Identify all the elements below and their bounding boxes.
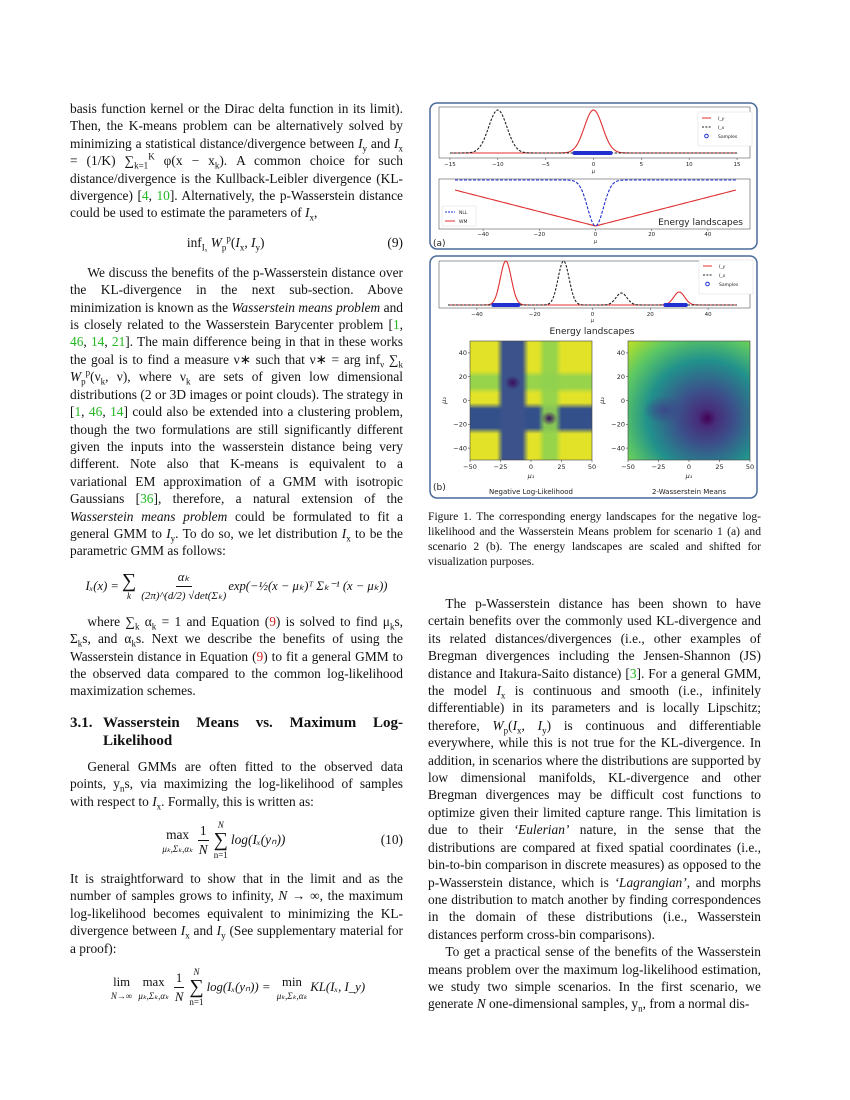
x-tick-label: 50	[745, 463, 755, 471]
text-segment: I	[512, 717, 518, 733]
curve-I-x	[450, 110, 737, 153]
x-tick-label: 15	[733, 162, 741, 168]
text-segment: W	[492, 717, 504, 733]
sum-index: k	[127, 591, 132, 602]
text-segment: inf	[186, 234, 202, 250]
text-segment: where ∑	[87, 613, 135, 629]
x-tick-label: 25	[557, 463, 566, 471]
eq-lhs: Iₓ(x) =	[85, 579, 119, 594]
text-segment: I	[496, 683, 501, 699]
text-segment: k	[100, 376, 106, 387]
plot-title: Energy landscapes	[549, 327, 635, 337]
paragraph	[70, 613, 403, 700]
text-segment: K	[148, 151, 155, 162]
x-axis-label: μ₁	[685, 472, 693, 480]
text-segment: ]. For a general GMM, the model	[428, 665, 761, 699]
text-segment: ,	[521, 717, 538, 733]
text-segment: k	[185, 376, 191, 387]
x-tick-label: 20	[648, 232, 656, 238]
text-segment: n	[638, 1004, 643, 1015]
text-segment: (See supplementary material for a proof):	[70, 923, 403, 956]
paragraph	[428, 943, 761, 1013]
text-segment: α	[139, 613, 152, 629]
text-segment: p	[81, 376, 86, 387]
text-segment: k	[151, 621, 157, 632]
denominator: N	[198, 841, 208, 857]
samples-band	[491, 303, 520, 307]
text-segment: I	[180, 923, 186, 939]
sum-bottom: n=1	[213, 850, 228, 860]
x-tick-label: −20	[533, 232, 546, 238]
numerator: 1	[174, 969, 184, 988]
text-segment: I	[216, 923, 222, 939]
text-segment: (	[230, 234, 236, 250]
plot-title: Energy landscapes	[658, 218, 743, 228]
equation-ref-link[interactable]: 9	[269, 613, 276, 629]
text-segment: p	[221, 242, 227, 253]
x-tick-label: −50	[621, 463, 635, 471]
citation-link[interactable]: 10	[156, 188, 170, 204]
text-segment: s. Next we describe the benefits of using the Wasserstein distance in Equation (	[70, 631, 404, 664]
text-segment: s, Σ	[70, 613, 403, 647]
text-segment: ‘Lagrangian’	[614, 874, 687, 890]
paragraph	[70, 758, 403, 810]
text-segment: x	[500, 690, 506, 701]
max-label: max	[142, 975, 165, 990]
text-segment: ,	[104, 334, 112, 350]
equation-body	[70, 234, 381, 252]
x-tick-label: −10	[491, 162, 504, 168]
citation-link[interactable]: 4	[141, 188, 149, 204]
sum-sign: ∑	[189, 976, 204, 999]
nll-heatmap	[468, 341, 592, 462]
citation-link[interactable]: 46	[70, 334, 84, 350]
min-sub: μₖ,Σₖ,αₖ	[276, 991, 308, 1002]
fraction	[174, 969, 184, 1006]
text-segment: I	[251, 234, 256, 250]
text-segment: (	[508, 717, 513, 733]
sum-operator	[122, 571, 136, 601]
section-heading	[70, 714, 403, 750]
text-segment: I	[394, 135, 399, 151]
text-segment: W	[70, 369, 82, 385]
x-tick-label: 50	[587, 463, 597, 471]
legend-label: I_y	[718, 117, 725, 122]
text-segment: p	[226, 233, 231, 244]
y-tick-label: 0	[462, 396, 467, 405]
text-segment: We discuss the benefits of the p-Wasserstein distance over the KL-divergence in the next sub-section. Above minimization is known as the	[70, 264, 403, 315]
lim-label: lim	[113, 975, 131, 990]
x-tick-label: 0	[591, 162, 596, 168]
text-segment: φ(x − x	[154, 153, 215, 169]
text-segment: , ν), where ν	[105, 369, 186, 385]
text-segment: )	[260, 234, 265, 250]
text-segment: W	[210, 234, 222, 250]
x-tick-label: −25	[493, 463, 508, 471]
x-axis-label: μ₁	[527, 472, 535, 480]
text-segment: k	[214, 160, 220, 171]
heatmap-title: Negative Log-Likelihood	[489, 488, 573, 496]
x-tick-label: 0	[686, 463, 692, 471]
paragraph	[70, 100, 403, 222]
text-segment: , and morphs one distribution to match another by finding correspondences in the domain of these distributions (i.e., Wasserstein distances perform cross-bin comparisons).	[428, 874, 761, 942]
wm-heatmap	[626, 341, 750, 462]
legend-label: Samples	[719, 283, 739, 288]
y-tick-label: 20	[616, 373, 625, 381]
text-segment: (ν	[90, 369, 101, 385]
equation-final	[70, 967, 403, 1007]
sum-operator	[189, 967, 203, 1007]
sum-top: N	[217, 820, 224, 830]
x-tick-label: 0	[528, 463, 534, 471]
text-segment: I	[235, 234, 240, 250]
left-column	[70, 100, 403, 1007]
sum-bottom: n=1	[189, 997, 204, 1008]
samples-band	[663, 303, 688, 307]
sum-sign: ∑	[121, 570, 137, 593]
text-segment: I	[358, 135, 363, 151]
min-operator	[277, 973, 308, 1001]
text-segment: The p-Wasserstein distance has been shown to have certain benefits over the commonly used KL-divergence and its related distances/divergences (i.e., other examples of Bregman divergences including the Jensen-Shannon (JS) distance and Itakura-Saito distance) [	[428, 596, 761, 681]
denominator: (2π)^(d/2) √det(Σₖ)	[141, 589, 227, 602]
text-segment: x	[517, 725, 522, 736]
text-segment: y	[221, 930, 226, 941]
equation-ref-link[interactable]: 9	[256, 648, 264, 664]
lim-sub: N→∞	[110, 991, 133, 1002]
text-segment: and is closely related to the Wasserstein Barycenter problem [	[70, 299, 403, 333]
y-tick-label: 0	[620, 396, 625, 405]
section-number: 3.1.	[70, 714, 93, 731]
text-segment: k	[77, 638, 83, 649]
legend-label: I_x	[718, 126, 725, 131]
text-segment: = 1 and Equation (	[156, 613, 270, 629]
curve-I-y	[448, 261, 737, 305]
y-tick-label: −40	[453, 444, 467, 453]
y-axis-label: μ₂	[598, 397, 606, 404]
citation-link[interactable]: 1	[392, 317, 400, 333]
equation-number: (10)	[380, 832, 403, 847]
equation-body	[70, 967, 403, 1007]
text-segment: N	[278, 888, 288, 904]
text-segment: k	[389, 621, 395, 632]
lim-operator	[111, 973, 132, 1001]
text-segment: x	[346, 533, 351, 544]
x-tick-label: −15	[444, 162, 456, 168]
citation-link[interactable]: 3	[629, 665, 637, 681]
max-label: max	[166, 827, 190, 842]
x-tick-label: −40	[471, 312, 483, 318]
text-segment: k	[134, 621, 140, 632]
sum-sign: ∑	[213, 829, 228, 851]
x-tick-label: −5	[541, 162, 550, 168]
nll-minimum	[541, 411, 557, 425]
equation-gmm	[70, 568, 403, 605]
text-segment: ). A common choice for such distance/divergence is the Kullback-Leibler divergence (KL-divergence) [	[70, 153, 403, 204]
text-segment: ) is solved to find μ	[275, 613, 390, 629]
heatmap-title: 2-Wasserstein Means	[652, 488, 726, 496]
text-segment: General GMMs are often fitted to the observed data points, y	[70, 758, 403, 792]
text-segment: I	[152, 793, 157, 809]
equation-body	[70, 568, 403, 605]
text-segment: p	[503, 725, 509, 736]
text-segment: ν	[380, 359, 385, 370]
min-label: min	[282, 975, 302, 990]
equation-text	[187, 234, 265, 252]
text-segment: . To do so, we let distribution	[175, 525, 342, 541]
legend-label: I_x	[719, 274, 726, 279]
numerator: 1	[198, 822, 209, 841]
y-tick-label: 20	[458, 373, 467, 381]
eq-rhs: exp(−½(x − μₖ)ᵀ Σₖ⁻¹ (x − μₖ))	[228, 579, 388, 594]
text-segment: To get a practical sense of the benefits of the Wasserstein means problem over the maximum log-likelihood estimation, we study two simple scenarios. In the first scenario, we generate	[428, 944, 761, 1012]
text-segment: n	[119, 783, 125, 794]
panel-label: (a)	[433, 239, 446, 249]
nll-minimum	[505, 376, 521, 390]
eq-body: log(Iₓ(yₙ))	[230, 832, 286, 847]
denominator: N	[174, 989, 184, 1004]
x-tick-label: 0	[590, 312, 595, 318]
sum-top: N	[193, 967, 200, 978]
paragraph	[70, 264, 403, 560]
legend-label: I_y	[719, 265, 726, 270]
text-segment: ‘Eulerian’	[513, 822, 570, 838]
text-segment: x	[185, 930, 190, 941]
y-tick-label: −20	[611, 420, 625, 429]
text-segment: = (1/K) ∑	[70, 153, 135, 169]
text-segment: k	[398, 359, 403, 370]
x-axis-label: μ	[590, 318, 595, 324]
text-segment: s, via maximizing the log-likelihood of samples with respect to	[70, 776, 403, 809]
wm-secondary-basin	[643, 396, 687, 424]
x-tick-label: 5	[639, 162, 644, 168]
numerator: αₖ	[176, 568, 192, 587]
section-title: Wasserstein Means vs. Maximum Log-Likelihood	[103, 714, 403, 749]
text-segment: Wasserstein means problem	[70, 508, 228, 524]
text-segment: x	[309, 213, 314, 224]
curve-I-x	[448, 261, 737, 305]
citation-link[interactable]: 46	[88, 404, 103, 420]
text-segment: ,	[313, 205, 318, 221]
text-segment: ,	[148, 188, 157, 204]
text-segment: ] could also be extended into a clustering problem, though the two formulations are still significantly different given the inputs into the wasserstein distance being very different. Note also that K-means is equivalent to a variational EM approximation of a GMM with isotropic Gaussians [	[70, 404, 403, 507]
text-segment: y	[542, 725, 547, 736]
x-tick-label: 10	[685, 162, 693, 168]
text-segment: and	[189, 923, 217, 939]
figure-1	[425, 98, 765, 503]
legend-label: NLL	[459, 211, 468, 216]
panel-label: (b)	[433, 483, 446, 493]
x-tick-label: −20	[528, 312, 541, 318]
legend	[698, 112, 752, 146]
figure-caption: Figure 1. The corresponding energy landscapes for the negative log-likelihood and the Wasserstein Means problem for scenario 1 (a) and scenario 2 (b). The energy landscapes are scaled and shifted for visualization purposes.	[428, 510, 761, 568]
max-operator	[138, 973, 169, 1001]
x-tick-label: −40	[477, 232, 489, 238]
text-segment: I	[166, 525, 171, 541]
citation-link[interactable]: 36	[140, 491, 154, 507]
text-segment: . Formally, this is written as:	[161, 793, 314, 809]
text-segment: I	[341, 525, 347, 541]
legend	[699, 260, 753, 294]
text-segment: ,	[399, 317, 403, 333]
text-segment: nature, in the sense that the distributions are compared at fixed spatial coordinates (i.e., bin-to-bin comparison in discrete measures) as opposed to the p-Wasserstein distance, which is	[428, 822, 761, 890]
text-segment: ]. The main difference being in that in these works the goal is to find a measure ν∗ such that ν∗ = arg inf	[70, 334, 404, 367]
text-segment: are sets of given low dimensional distributions (2 or 3D images or point clouds). The strategy in [	[70, 369, 403, 420]
text-segment: basis function kernel or the Dirac delta function in its limit). Then, the K-means problem can be alternatively solved by minimizing a statistical distance/divergence between	[70, 101, 403, 151]
text-segment: Iₓ	[201, 242, 208, 253]
x-axis-label: μ	[591, 169, 596, 175]
text-segment: one-dimensional samples, y	[485, 996, 639, 1012]
text-segment: could be formulated to fit a general GMM to	[70, 508, 403, 541]
legend-label: WM	[459, 220, 468, 225]
x-axis-label: μ	[593, 239, 598, 245]
citation-link[interactable]: 14	[110, 404, 124, 420]
sum-operator	[214, 820, 228, 860]
text-segment: → ∞, the maximum log-likelihood becomes equivalent to minimizing the KL-divergence between	[70, 888, 403, 939]
equation-number: (9)	[387, 234, 403, 250]
text-segment: ,	[81, 404, 89, 420]
text-segment: k	[131, 638, 136, 649]
x-tick-label: −50	[463, 463, 477, 471]
text-segment: It is straightforward to show that in the limit and as the number of samples grows to infinity,	[70, 871, 403, 904]
text-segment: ) to fit a general GMM to the observed data compared to the common log-likelihood maximization schemes.	[70, 648, 404, 699]
legend-label: Samples	[718, 135, 738, 140]
text-segment: ) is continuous and differentiable everywhere, while this is not true for the KL-divergence. In addition, in scenarios where the distributions are supported by low dimensional manifolds, KL-divergence and other Bregman divergences may be difficult cost functions to optimize given their limited capture range. This limitation is due to their	[428, 717, 762, 838]
max-sub: μₖ,Σₖ,αₖ	[138, 991, 169, 1002]
text-segment: p	[85, 367, 91, 378]
x-tick-label: 25	[715, 463, 724, 471]
heatmap-base	[628, 341, 750, 460]
text-segment: x	[156, 801, 162, 812]
max-operator	[162, 826, 193, 854]
x-tick-label: −25	[651, 463, 666, 471]
text-segment: , from a normal dis-	[642, 996, 750, 1012]
nll-vertical-bands	[470, 341, 592, 460]
x-tick-label: 40	[704, 312, 712, 318]
y-tick-label: −20	[453, 420, 467, 429]
citation-link[interactable]: 1	[74, 404, 82, 420]
text-segment: y	[170, 533, 176, 544]
text-segment: k=1	[134, 160, 149, 171]
citation-link[interactable]: 21	[111, 334, 126, 350]
y-tick-label: −40	[611, 444, 625, 453]
paragraph	[428, 595, 761, 943]
text-segment: ,	[244, 234, 252, 250]
text-segment: ], therefore, a natural extension of the	[153, 491, 403, 507]
text-segment: N	[476, 996, 486, 1012]
text-segment: to be the parametric GMM as follows:	[70, 525, 403, 559]
text-segment: ]. Alternatively, the p-Wasserstein distance could be used to estimate the parameters of	[70, 188, 403, 221]
text-segment: I	[537, 717, 543, 733]
fraction	[141, 568, 226, 605]
text-segment: ,	[102, 404, 111, 420]
text-segment: y	[255, 242, 260, 253]
paragraph	[70, 870, 403, 957]
right-column	[428, 98, 761, 1013]
text-segment: y	[362, 143, 368, 154]
text-segment: is continuous and smooth (i.e., infinitely differentiable) in its parameters and is locally Lipschitz; therefore,	[428, 683, 761, 733]
samples-band	[572, 151, 612, 155]
eq-body: log(Iₓ(yₙ)) =	[206, 980, 274, 995]
equation-body	[70, 820, 375, 860]
x-tick-label: 0	[593, 232, 598, 238]
equation-9	[70, 234, 403, 252]
citation-link[interactable]: 14	[90, 334, 105, 350]
text-segment: ∑	[384, 351, 399, 367]
text-segment: and	[367, 135, 395, 151]
fraction	[198, 822, 209, 859]
equation-10	[70, 820, 403, 860]
text-segment: Wasserstein means problem	[231, 299, 381, 315]
x-tick-label: 40	[704, 232, 712, 238]
text-segment: x	[398, 143, 403, 154]
text-segment: s, and α	[82, 631, 132, 647]
text-segment: ,	[83, 334, 91, 350]
text-segment: I	[305, 205, 310, 221]
x-tick-label: 20	[646, 312, 654, 318]
text-segment: x	[239, 242, 245, 253]
y-axis-label: μ₂	[440, 397, 448, 404]
y-tick-label: 40	[458, 349, 467, 358]
eq-rhs: KL(Iₓ, I_y)	[310, 980, 366, 995]
max-sub: μₖ,Σₖ,αₖ	[162, 844, 193, 854]
y-tick-label: 40	[616, 349, 625, 358]
